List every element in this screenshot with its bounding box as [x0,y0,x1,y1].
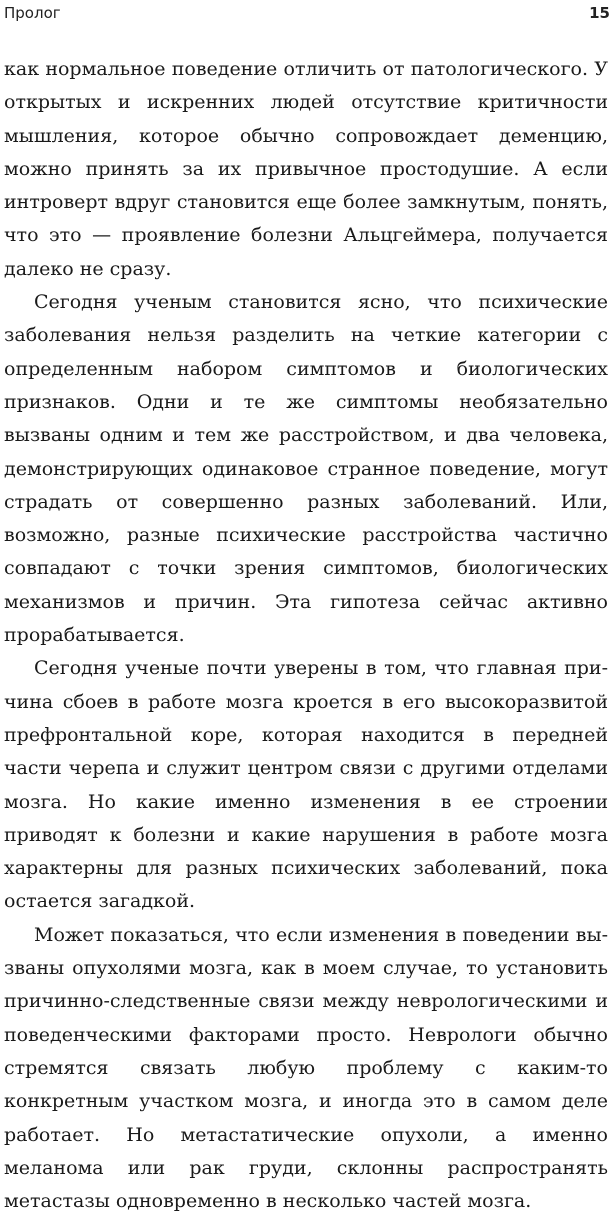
paragraph: Сегодня ученые почти уверены в том, что главная причина сбоев в работе мозга кроется в его высокоразвитой префронтальной коре, которая находится в передней части черепа и служит центром связи с другими отделами мозга. Но какие именно изменения в ее строении приводят к болезни и какие нарушения в работе мозга характерны для разных психических заболеваний, пока остается загадкой. [4,657,608,913]
section-title: Пролог [4,4,61,22]
page-number: 15 [589,4,610,22]
paragraph: Может показаться, что если изменения в поведении вызваны опухолями мозга, как в моем случае, то установить причинно-следственные связи между неврологическими и поведенческими факторами просто. Неврологи обычно стремятся связать любую проблему с каким-то конкретным участком мозга, и иногда это в самом деле работает. Но метастатические опухоли, а именно меланома или рак груди, склонны распространять метастазы одновременно в несколько частей мозга. [4,923,608,1213]
body-text [4,53,608,1218]
paragraph: Сегодня ученым становится ясно, что психические заболевания нельзя разделить на четкие категории с определенным набором симптомов и биологических признаков. Одни и те же симптомы необязательно вызваны одним и тем же расстройством, и два человека, демонстрирующих одинаковое странное поведение, могут страдать от совершенно разных заболеваний. Или, возможно, разные психические расстройства частично совпадают с точки зрения симптомов, биологических механизмов и причин. Эта гипотеза сейчас активно прорабатывается. [4,291,608,647]
paragraph-continued: как нормальное поведение отличить от патологического. У открытых и искренних людей отсутствие критичности мышления, которое обычно сопровождает деменцию, можно принять за их привычное простодушие. А если интроверт вдруг становится еще более замкнутым, понять, что это — проявление болезни Альцгеймера, получается далеко не сразу. [4,58,608,280]
page-header [4,2,610,24]
